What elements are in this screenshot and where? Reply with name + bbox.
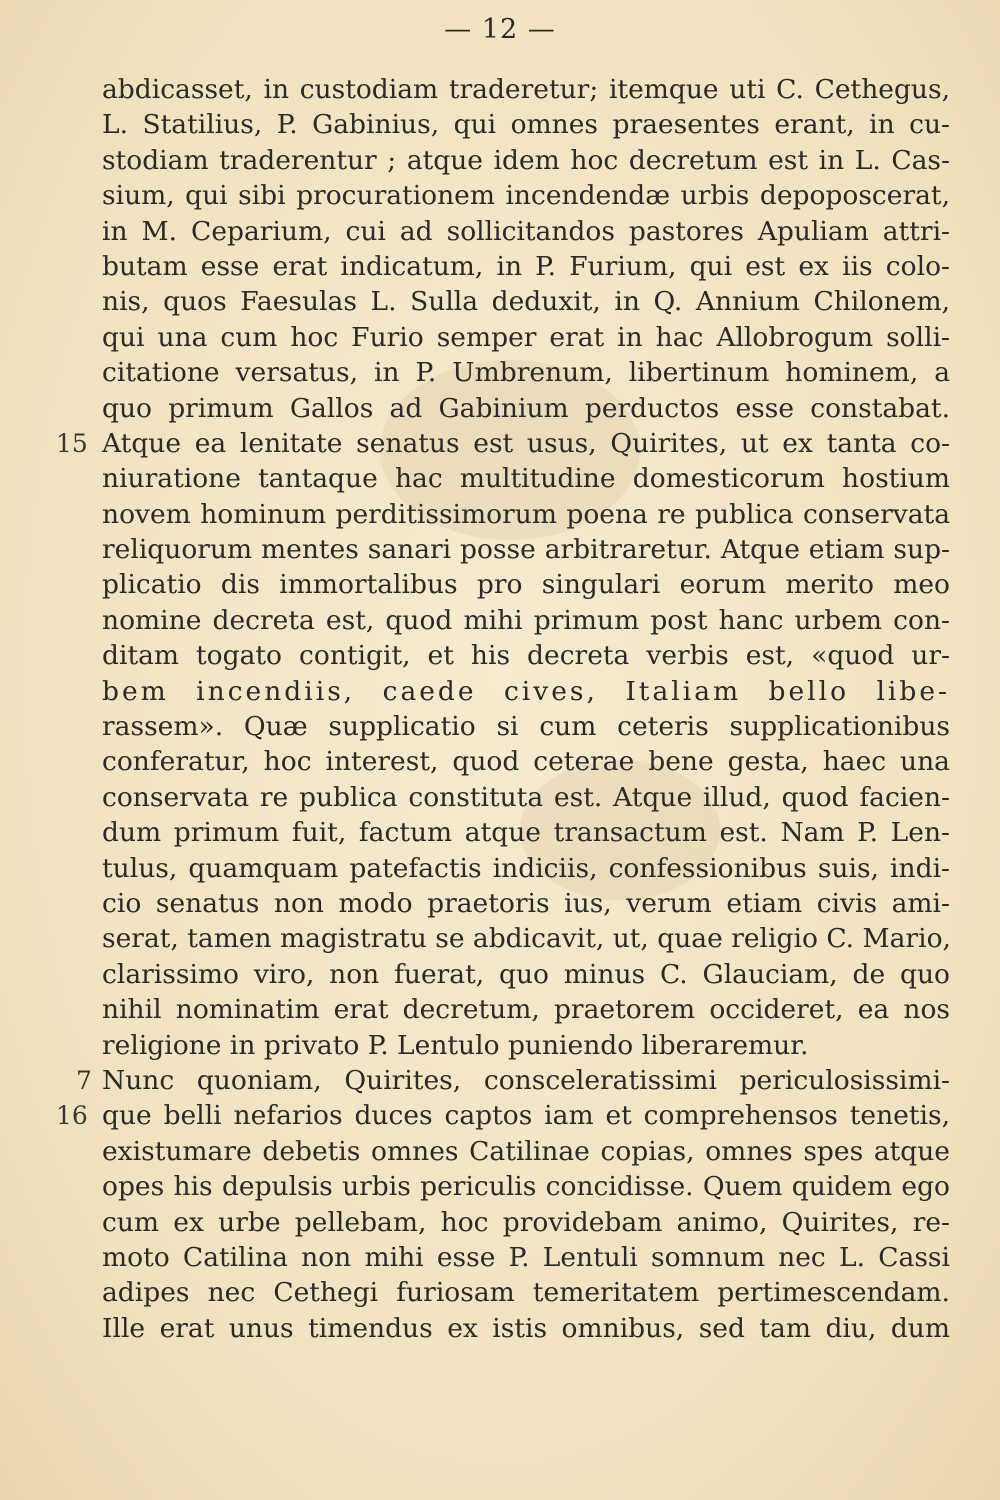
text-line-sec16 [56,1098,950,1133]
text-line: rassem». Quæ supplicatio si cum ceteris supplicationibus [102,711,950,743]
text-line: qui una cum hoc Furio semper erat in hac Allobrogum solli- [102,321,950,353]
text-line-content: Nunc quoniam, Quirites, consceleratissimi periculosissimi- [102,1064,950,1096]
text-line: dum primum fuit, factum atque transactum est. Nam P. Len- [102,817,950,849]
text-line: in M. Ceparium, cui ad sollicitandos pastores Apuliam attri- [102,215,950,247]
text-line: conferatur, hoc interest, quod ceterae bene gesta, haec una [102,746,950,778]
text-line: citatione versatus, in P. Umbrenum, libertinum hominem, a [102,357,950,389]
text-line: religione in privato P. Lentulo puniendo liberaremur. [102,1029,809,1061]
text-line: serat, tamen magistratu se abdicavit, ut, quae religio C. Mario, [102,923,951,955]
text-line-content: Atque ea lenitate senatus est usus, Quirites, ut ex tanta co- [102,427,950,459]
text-line: quo primum Gallos ad Gabinium perductos esse constabat. [102,392,950,424]
text-line-sec15 [56,426,950,461]
text-line-content: que belli nefarios duces captos iam et comprehensos tenetis, [102,1100,950,1132]
text-line: nihil nominatim erat decretum, praetorem occideret, ea nos [102,994,950,1026]
text-line: cum ex urbe pellebam, hoc providebam animo, Quirites, re- [102,1206,950,1238]
text-line: L. Statilius, P. Gabinius, qui omnes praesentes erant, in cu- [102,109,950,141]
text-line: adipes nec Cethegi furiosam temeritatem pertimescendam. [102,1277,950,1309]
margin-section-number: 15 [56,428,88,458]
body-text [56,72,951,1346]
text-line-chap7 [76,1063,950,1098]
text-line: reliquorum mentes sanari posse arbitraretur. Atque etiam sup- [102,534,950,566]
text-line: tulus, quamquam patefactis indiciis, confessionibus suis, indi- [102,852,950,884]
text-line: niuratione tantaque hac multitudine domesticorum hostium [102,463,950,495]
text-line: Ille erat unus timendus ex istis omnibus, sed tam diu, dum [102,1312,950,1344]
margin-section-number: 16 [56,1101,88,1131]
text-line: novem hominum perditissimorum poena re publica conservata [102,498,950,530]
page-number: — 12 — [444,14,556,45]
text-line: plicatio dis immortalibus pro singulari eorum merito meo [102,569,950,601]
text-line: butam esse erat indicatum, in P. Furium, qui est ex iis colo- [102,250,950,282]
text-line: abdicasset, in custodiam traderetur; itemque uti C. Cethegus, [102,74,950,105]
text-line: existumare debetis omnes Catilinae copias, omnes spes atque [102,1135,950,1167]
text-line: nomine decreta est, quod mihi primum post hanc urbem con- [102,604,950,636]
text-line: opes his depulsis urbis periculis concidisse. Quem quidem ego [102,1171,950,1203]
text-line: cio senatus non modo praetoris ius, verum etiam civis ami- [102,887,950,919]
text-line: sium, qui sibi procurationem incendendæ urbis depoposcerat, [102,180,950,212]
text-line: clarissimo viro, non fuerat, quo minus C. Glauciam, de quo [102,958,950,990]
text-line: conservata re publica constituta est. Atque illud, quod facien- [102,781,950,813]
text-line: moto Catilina non mihi esse P. Lentuli somnum nec L. Cassi [102,1241,950,1273]
margin-chapter-number: 7 [76,1065,92,1095]
text-line-quote: bem incendiis, caede cives, Italiam bello libe- [102,675,950,707]
text-line: ditam togato contigit, et his decreta verbis est, «quod ur- [102,640,950,672]
text-line: stodiam traderentur ; atque idem hoc decretum est in L. Cas- [102,144,950,176]
text-line: nis, quos Faesulas L. Sulla deduxit, in Q. Annium Chilonem, [102,286,950,318]
